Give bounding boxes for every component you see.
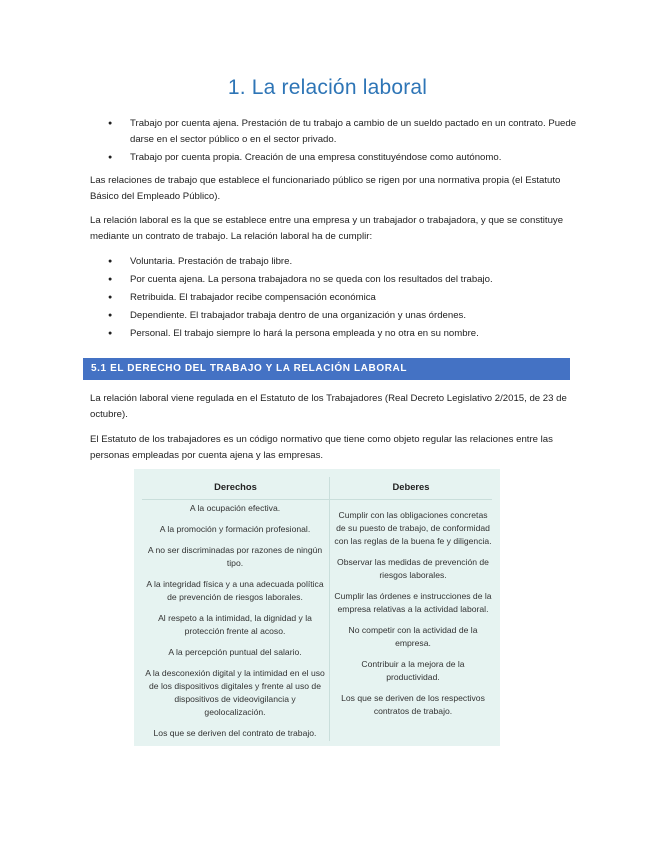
list-item: A la ocupación efectiva. bbox=[189, 503, 281, 513]
rights-duties-table bbox=[134, 469, 500, 746]
page-title: 1. La relación laboral bbox=[227, 76, 428, 99]
list-item: Los que se deriven del contrato de trabajo. bbox=[153, 728, 317, 738]
list-item: ● Voluntaria. Prestación de trabajo libre. bbox=[108, 254, 578, 270]
list-item: No competir con la actividad de la empresa. bbox=[348, 625, 478, 648]
header-divider bbox=[142, 499, 492, 500]
list-item: Los que se deriven de los respectivos contratos de trabajo. bbox=[341, 693, 485, 716]
paragraph-regulation: La relación laboral viene regulada en el Estatuto de los Trabajadores (Real Decreto Legislativo 2/2015, de 23 de octubre). bbox=[90, 393, 567, 420]
list-item: Observar las medidas de prevención de riesgos laborales. bbox=[337, 557, 489, 580]
list-item: ● Por cuenta ajena. La persona trabajadora no se queda con los resultados del trabajo. bbox=[108, 272, 578, 288]
list-item: A la integridad física y a una adecuada política de prevención de riesgos laborales. bbox=[146, 579, 324, 602]
list-item: A la promoción y formación profesional. bbox=[159, 524, 311, 534]
list-item: Cumplir las órdenes e instrucciones de la empresa relativas a la actividad laboral. bbox=[334, 591, 492, 614]
rights-list bbox=[144, 502, 326, 740]
section-heading: 5.1 EL DERECHO DEL TRABAJO Y LA RELACIÓN LABORAL bbox=[83, 358, 570, 380]
list-item: ● Trabajo por cuenta ajena. Prestación de tu trabajo a cambio de un sueldo pactado en un contrato. Puede darse en el sector público o en el sector privado. bbox=[108, 116, 578, 148]
paragraph-definition: La relación laboral es la que se establece entre una empresa y un trabajador o trabajadora, y que se constituye mediante un contrato de trabajo. La relación laboral ha de cumplir: bbox=[90, 215, 564, 242]
duties-header: Deberes bbox=[392, 481, 430, 492]
paragraph-statute: El Estatuto de los trabajadores es un código normativo que tiene como objeto regular las relaciones entre las personas empleadas por cuenta ajena y las empresas. bbox=[90, 434, 553, 461]
list-item: A no ser discriminadas por razones de ningún tipo. bbox=[147, 545, 323, 568]
list-item: ● Trabajo por cuenta propia. Creación de una empresa constituyéndose como autónomo. bbox=[108, 150, 578, 166]
rights-header: Derechos bbox=[214, 481, 257, 492]
work-types-list bbox=[108, 116, 578, 168]
list-item: ● Personal. El trabajo siempre lo hará la persona empleada y no otra en su nombre. bbox=[108, 326, 578, 342]
paragraph-public-sector: Las relaciones de trabajo que establece el funcionariado público se rigen por una normativa propia (el Estatuto Básico del Empleado Público). bbox=[90, 175, 561, 202]
list-item: A la desconexión digital y la intimidad en el uso de los dispositivos digitales y frente al uso de dispositivos de videovigilancia y geolocalización. bbox=[145, 668, 325, 717]
list-item: A la percepción puntual del salario. bbox=[168, 647, 302, 657]
requirements-list bbox=[108, 254, 578, 344]
duties-list bbox=[334, 509, 492, 718]
list-item: ● Dependiente. El trabajador trabaja dentro de una organización y unas órdenes. bbox=[108, 308, 578, 324]
list-item: Cumplir con las obligaciones concretas de su puesto de trabajo, de conformidad con las reglas de la buena fe y diligencia. bbox=[334, 510, 492, 546]
list-item: Contribuir a la mejora de la productividad. bbox=[361, 659, 465, 682]
list-item: Al respeto a la intimidad, la dignidad y la protección frente al acoso. bbox=[158, 613, 312, 636]
list-item: ● Retribuida. El trabajador recibe compensación económica bbox=[108, 290, 578, 306]
column-divider bbox=[329, 477, 330, 741]
